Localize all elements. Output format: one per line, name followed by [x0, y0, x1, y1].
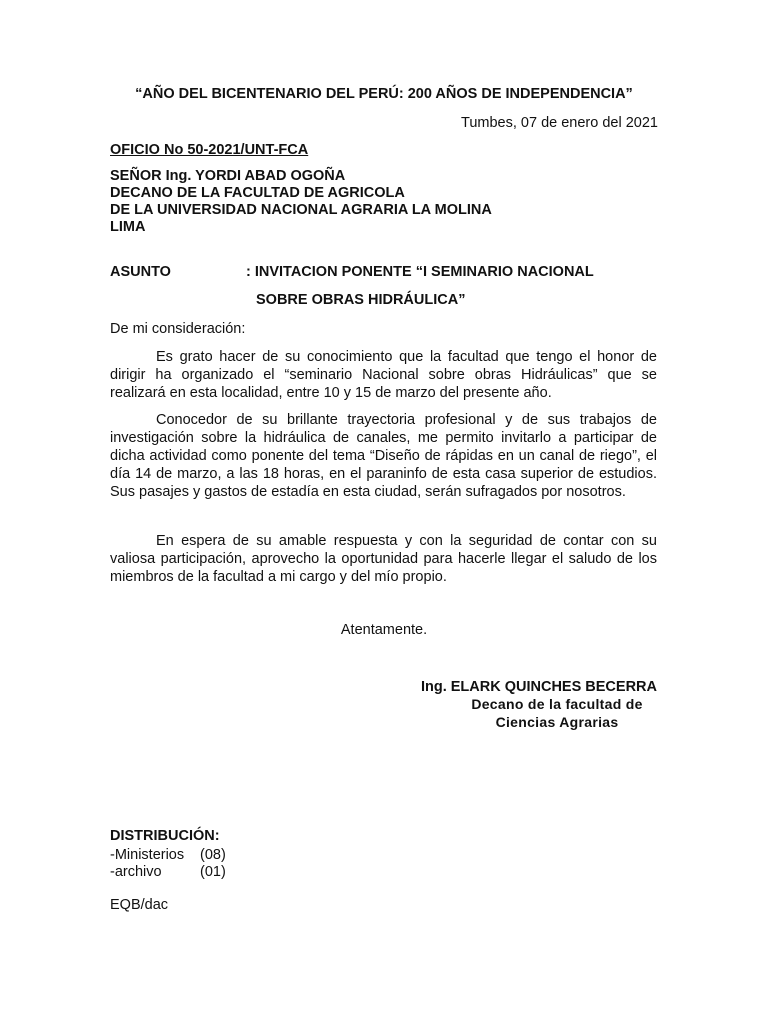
- recipient-line-2: DECANO DE LA FACULTAD DE AGRICOLA: [110, 185, 405, 201]
- body-paragraph-2: Conocedor de su brillante trayectoria profesional y de sus trabajos de investigación sobre la hidráulica de canales, me permito invitarlo a participar de dicha actividad como ponente del tema “Diseño de rápidas en un canal de riego”, el día 14 de marzo, a las 18 horas, en el paraninfo de esta casa superior de estudios. Sus pasajes y gastos de estadía en esta ciudad, serán sufragados por nosotros.: [110, 412, 657, 500]
- body-paragraph-1: Es grato hacer de su conocimiento que la facultad que tengo el honor de dirigir ha organizado el “seminario Nacional sobre obras Hidráulicas” que se realizará en esta localidad, entre 10 y 15 de marzo del presente año.: [110, 349, 657, 401]
- signatory-title-line-1: Decano de la facultad de: [471, 696, 643, 712]
- recipient-line-1: SEÑOR Ing. YORDI ABAD OGOÑA: [110, 168, 346, 184]
- signatory-title-line-2: Ciencias Agrarias: [495, 714, 619, 730]
- recipient-line-4: LIMA: [110, 219, 146, 235]
- body-paragraph-3: En espera de su amable respuesta y con la seguridad de contar con su valiosa participación, aprovecho la oportunidad para hacerle llegar el saludo de los miembros de la facultad a mi cargo y del mío propio.: [110, 533, 657, 585]
- typist-initials: EQB/dac: [110, 897, 169, 913]
- subject-line-2: SOBRE OBRAS HIDRÁULICA”: [256, 292, 466, 308]
- distribution-item-label: -archivo: [110, 864, 162, 880]
- subject-line-1: : INVITACION PONENTE “I SEMINARIO NACIONAL: [246, 264, 594, 280]
- distribution-item-count: (08): [200, 847, 226, 863]
- document-reference: OFICIO No 50-2021/UNT-FCA: [110, 142, 309, 158]
- greeting: De mi consideración:: [110, 321, 246, 337]
- distribution-item-label: -Ministerios: [110, 847, 185, 863]
- year-motto: “AÑO DEL BICENTENARIO DEL PERÚ: 200 AÑOS DE INDEPENDENCIA”: [135, 86, 633, 102]
- distribution-item-count: (01): [200, 864, 226, 880]
- recipient-line-3: DE LA UNIVERSIDAD NACIONAL AGRARIA LA MOLINA: [110, 202, 492, 218]
- distribution-title: DISTRIBUCIÓN:: [110, 828, 220, 844]
- signatory-name: Ing. ELARK QUINCHES BECERRA: [420, 679, 657, 695]
- place-date: Tumbes, 07 de enero del 2021: [461, 115, 658, 131]
- closing: Atentamente.: [340, 622, 428, 638]
- subject-label: ASUNTO: [110, 264, 171, 280]
